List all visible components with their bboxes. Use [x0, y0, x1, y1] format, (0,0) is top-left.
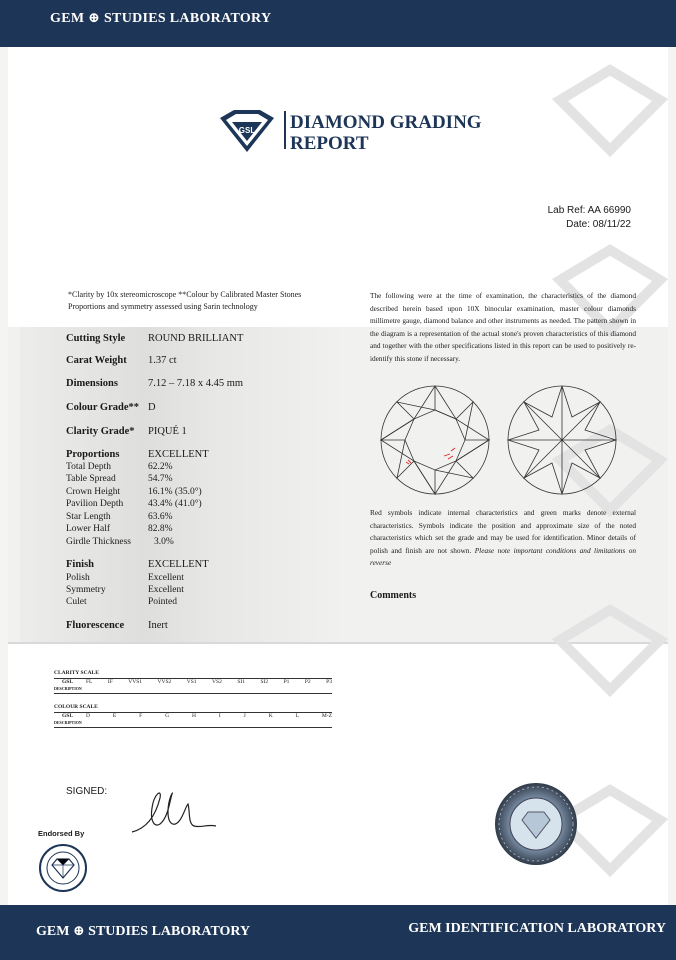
label: Fluorescence	[66, 620, 125, 631]
row-table-spread	[66, 474, 173, 484]
colour-grade: K	[268, 713, 273, 719]
crown-diagram	[381, 386, 489, 494]
endorsed-by-label: Endorsed By	[38, 829, 85, 838]
label: Colour Grade**	[66, 402, 140, 413]
colour-grade: I	[218, 713, 221, 719]
label: Crown Height	[66, 487, 121, 497]
clarity-grade: IF	[107, 679, 113, 685]
label: Proportions	[66, 449, 120, 460]
label: Girdle Thickness	[66, 537, 131, 547]
colour-grade: G	[165, 713, 170, 719]
row-star-length	[66, 512, 173, 522]
clarity-grade: P2	[304, 679, 311, 685]
title-line-1: DIAMOND GRADING	[290, 112, 482, 133]
row-cutting-style	[66, 333, 244, 344]
value: 1.37 ct	[148, 355, 177, 366]
label: Finish	[66, 559, 95, 570]
value: PIQUÉ 1	[148, 426, 187, 437]
row-colour-grade	[66, 402, 156, 413]
title-line-2: REPORT	[290, 133, 369, 154]
row-clarity-grade	[66, 426, 187, 437]
label: Carat Weight	[66, 355, 127, 366]
value: 82.8%	[148, 524, 173, 534]
signature-mark	[128, 784, 218, 840]
value: 62.2%	[148, 462, 173, 472]
label: Dimensions	[66, 378, 118, 389]
row-lower-half	[66, 524, 173, 534]
top-banner	[0, 0, 676, 47]
value: D	[148, 402, 156, 413]
clarity-scale-head: GSL	[62, 679, 74, 685]
pavilion-diagram	[508, 386, 616, 494]
value: 16.1% (35.0°)	[148, 487, 202, 497]
colour-scale-table	[54, 712, 332, 728]
colour-grade: F	[139, 713, 143, 719]
signed-label: SIGNED:	[66, 786, 108, 797]
colour-desc-label: DESCRIPTION	[54, 720, 82, 725]
row-total-depth	[66, 462, 173, 472]
value: EXCELLENT	[148, 559, 209, 570]
label: Symmetry	[66, 585, 106, 595]
label: Star Length	[66, 512, 111, 522]
value: ROUND BRILLIANT	[148, 333, 244, 344]
gsl-diamond-logo	[216, 108, 278, 154]
value: Pointed	[148, 597, 178, 607]
lab-ref: Lab Ref: AA 66990	[547, 205, 631, 216]
title-divider	[284, 111, 286, 149]
colour-grade: L	[295, 713, 299, 719]
value: 43.4% (41.0°)	[148, 499, 202, 509]
gemmological-association-seal	[38, 843, 88, 893]
footer-left-brand: GEM ⊕ STUDIES LABORATORY	[36, 924, 251, 939]
method-note-line-2: Proportions and symmetry assessed using Sarin technology	[68, 302, 258, 311]
label: Lower Half	[66, 524, 111, 534]
colour-scale-title: COLOUR SCALE	[54, 704, 98, 710]
label: Table Spread	[66, 474, 116, 484]
symbol-legend	[370, 507, 636, 570]
value: 3.0%	[154, 537, 174, 547]
label: Total Depth	[66, 462, 111, 472]
colour-grade: E	[112, 713, 117, 719]
report-date: Date: 08/11/22	[566, 219, 631, 230]
value: EXCELLENT	[148, 449, 209, 460]
examination-note: The following were at the time of examination, the characteristics of the diamond described herein based upon 10X binocular examination, master colour diamonds millimetre gauge, diamond balance and other instruments as needed. The pattern shown in the diagram is a representation of the actual stone's proven characteristics of this diamond and together with the other specifications listed in this report can be used to positively re-identify this stone if necessary.	[370, 291, 636, 363]
row-carat-weight	[66, 355, 177, 366]
method-note	[68, 289, 348, 313]
clarity-grade: SI1	[237, 679, 245, 685]
logo-text: GSL	[238, 126, 256, 135]
method-note-line-1: *Clarity by 10x stereomicroscope **Colour by Calibrated Master Stones	[68, 290, 302, 299]
clarity-grade: VS1	[186, 679, 197, 685]
clarity-scale-title: CLARITY SCALE	[54, 670, 99, 676]
lab-reference-block	[548, 204, 631, 232]
row-crown-height	[66, 487, 202, 497]
value: 54.7%	[148, 474, 173, 484]
label: Clarity Grade*	[66, 426, 135, 437]
report-title	[290, 112, 482, 154]
clarity-grades	[86, 679, 332, 685]
value: 63.6%	[148, 512, 173, 522]
clarity-grade: FL	[86, 679, 93, 685]
legend-italic: Please note important conditions and limitations on reverse	[370, 545, 636, 568]
clarity-grade: VVS1	[128, 679, 143, 685]
value: Inert	[148, 620, 168, 631]
colour-grade: H	[192, 713, 197, 719]
colour-grade: J	[243, 713, 246, 719]
colour-grades	[86, 713, 332, 719]
colour-scale-head: GSL	[62, 713, 74, 719]
clarity-desc-label: DESCRIPTION	[54, 686, 82, 691]
label: Polish	[66, 573, 90, 583]
value: Excellent	[148, 585, 184, 595]
clarity-grade: VVS2	[157, 679, 172, 685]
diamond-plot-diagrams	[380, 382, 620, 500]
comments-heading: Comments	[370, 590, 417, 601]
clarity-scale-table	[54, 678, 332, 694]
row-fluorescence	[66, 620, 168, 631]
footer-right-brand: GEM IDENTIFICATION LABORATORY	[408, 921, 666, 936]
row-pavilion-depth	[66, 499, 202, 509]
global-certification-hologram	[494, 782, 578, 866]
legend-text: Red symbols indicate internal characteristics and green marks denote external characteristics. Symbols indicate the position and approximate size of the noted characteristics which set the grade and may be used for identification. Minor details of polish and finish are not shown.	[370, 508, 636, 555]
label: Cutting Style	[66, 333, 126, 344]
label: Pavilion Depth	[66, 499, 124, 509]
clarity-grade: SI2	[260, 679, 269, 685]
clarity-grade: VS2	[212, 679, 222, 685]
row-dimensions	[66, 378, 244, 389]
row-proportions	[66, 449, 209, 460]
value: Excellent	[148, 573, 184, 583]
clarity-grade: P1	[283, 679, 290, 685]
row-polish	[66, 573, 184, 583]
colour-grade: D	[86, 713, 90, 719]
clarity-grade: P3	[326, 679, 332, 685]
value: 7.12 – 7.18 x 4.45 mm	[148, 378, 244, 389]
bottom-banner	[0, 905, 676, 960]
row-culet	[66, 597, 178, 607]
row-symmetry	[66, 585, 184, 595]
label: Culet	[66, 597, 87, 607]
row-girdle-thickness	[66, 537, 174, 547]
row-finish	[66, 559, 209, 570]
header-brand: GEM ⊕ STUDIES LABORATORY	[50, 11, 272, 26]
colour-grade: M-Z	[321, 713, 332, 719]
